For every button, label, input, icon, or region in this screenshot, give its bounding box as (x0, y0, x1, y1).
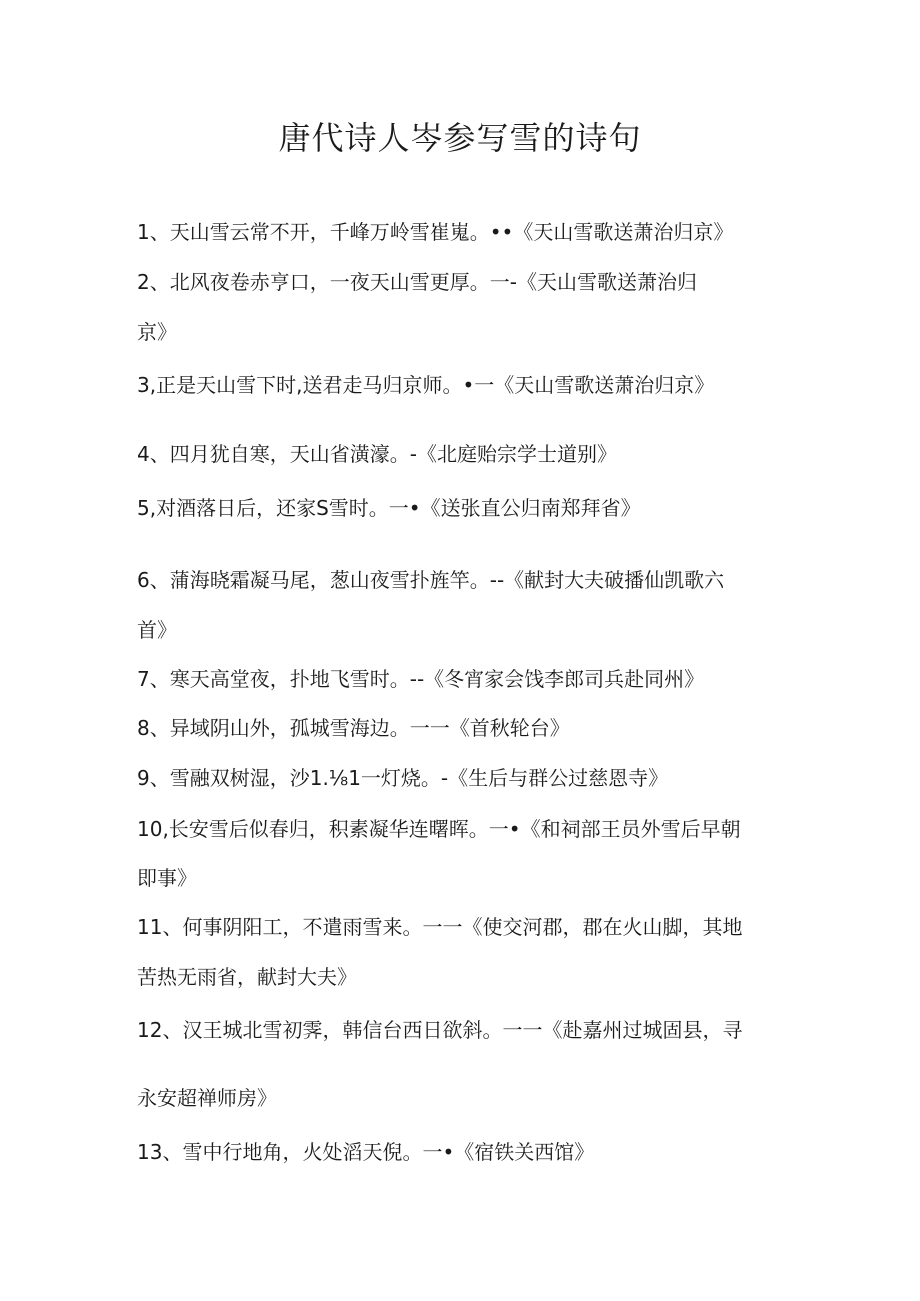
poem-line-10-cont: 即事》 (137, 866, 197, 890)
poem-line-5: 5,对酒落日后，还家S雪时。一•《送张直公归南郑拜省》 (137, 496, 641, 520)
poem-line-4: 4、四月犹自寒，天山省潢濠。-《北庭贻宗学士道别》 (137, 442, 617, 466)
poem-line-6: 6、蒲海晓霜凝马尾，葱山夜雪扑旌竿。--《献封大夫破播仙凯歌六 (137, 568, 725, 592)
poem-line-12-cont: 永安超禅师房》 (137, 1086, 277, 1110)
poem-line-8: 8、异域阴山外，孤城雪海边。一一《首秋轮台》 (137, 716, 570, 740)
poem-line-2-cont: 京》 (137, 320, 177, 344)
poem-line-10: 10,长安雪后似春归，积素凝华连曙晖。一•《和祠部王员外雪后早朝 (137, 817, 741, 841)
poem-line-12: 12、汉王城北雪初霁，韩信台西日欲斜。一一《赴嘉州过城固县，寻 (137, 1018, 743, 1042)
poem-line-2: 2、北风夜卷赤亨口，一夜天山雪更厚。一-《天山雪歌送萧治归 (137, 270, 697, 294)
poem-line-6-cont: 首》 (137, 618, 177, 642)
page-title: 唐代诗人岑参写雪的诗句 (278, 119, 642, 157)
poem-line-9: 9、雪融双树湿，沙1.⅛1一灯烧。-《生后与群公过慈恩寺》 (137, 766, 669, 790)
poem-line-7: 7、寒天高堂夜，扑地飞雪时。--《冬宵家会饯李郎司兵赴同州》 (137, 667, 705, 691)
poem-line-3: 3,正是天山雪下时,送君走马归京师。•一《天山雪歌送萧治归京》 (137, 373, 715, 397)
poem-line-1: 1、天山雪云常不开，千峰万岭雪崔嵬。••《天山雪歌送萧治归京》 (137, 220, 734, 244)
poem-line-11: 11、何事阴阳工，不遣雨雪来。一一《使交河郡，郡在火山脚，其地 (137, 915, 743, 939)
poem-line-11-cont: 苦热无雨省，献封大夫》 (137, 965, 357, 989)
poem-line-13: 13、雪中行地角，火处滔天倪。一•《宿铁关西馆》 (137, 1140, 595, 1164)
